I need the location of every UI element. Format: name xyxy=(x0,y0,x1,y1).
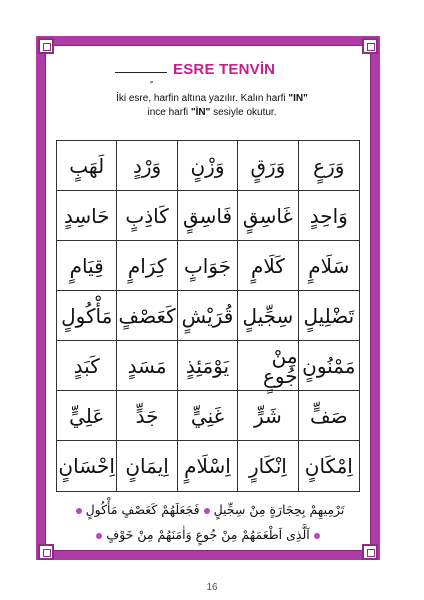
word-cell: عَلِيٍّ xyxy=(57,391,117,441)
word-cell: كَعَصْفٍ xyxy=(117,291,177,341)
instruction-line-1 xyxy=(72,92,352,106)
word-cell: تَضْلِيلٍ xyxy=(299,291,359,341)
word-cell: وَاحِدٍ xyxy=(299,191,359,241)
verse-line-1 xyxy=(56,502,360,517)
corner-ornament-bottom-left xyxy=(38,544,54,560)
instruction-text: İki esre, harfin altına yazılır. Kalın harfi xyxy=(116,93,289,104)
thick-sound-label: "IN" xyxy=(288,93,308,104)
word-cell: كَبَدٍ xyxy=(57,341,117,391)
instruction-text: sesiyle okutur. xyxy=(210,107,277,118)
word-cell: صَفٍّ xyxy=(299,391,359,441)
lesson-instructions xyxy=(72,92,352,120)
word-cell: سَلَامٍ xyxy=(299,241,359,291)
word-cell: شَرٍّ xyxy=(238,391,298,441)
corner-ornament-top-left xyxy=(38,38,54,54)
thin-sound-label: "İN" xyxy=(190,107,211,118)
lesson-title: ESRE TENVİN xyxy=(173,61,276,78)
word-cell: اِسْلَامٍ xyxy=(178,441,238,491)
word-cell: مَأْكُولٍ xyxy=(57,291,117,341)
word-cell: مَسَدٍ xyxy=(117,341,177,391)
word-cell: كَاذِبٍ xyxy=(117,191,177,241)
verse-end-icon xyxy=(96,533,102,539)
word-cell: جَدٍّ xyxy=(117,391,177,441)
verse-text: تَرْمِيهِمْ بِحِجَارَةٍ مِنْ سِجِّيلٍ xyxy=(213,502,345,517)
word-cell: كَلَامٍ xyxy=(238,241,298,291)
word-cell: يَوْمَئِذٍ xyxy=(178,341,238,391)
instruction-text: ince harfi xyxy=(147,107,191,118)
word-cell: وَزْنٍ xyxy=(178,141,238,191)
word-cell: وَرَقٍ xyxy=(238,141,298,191)
word-cell: جَوَابٍ xyxy=(178,241,238,291)
word-cell: وَرْدٍ xyxy=(117,141,177,191)
word-cell: غَنِيٍّ xyxy=(178,391,238,441)
word-cell: كِرَامٍ xyxy=(117,241,177,291)
lesson-header xyxy=(45,57,371,83)
word-grid xyxy=(56,140,360,492)
word-cell: اِنْكَارٍ xyxy=(238,441,298,491)
word-cell: لَهَبٍ xyxy=(57,141,117,191)
word-cell: حَاسِدٍ xyxy=(57,191,117,241)
word-cell: قِيَامٍ xyxy=(57,241,117,291)
verse-line-2 xyxy=(56,527,360,542)
page-number: 16 xyxy=(206,582,218,593)
word-cell: اِمْكَانٍ xyxy=(304,454,353,478)
word-cell: اِيمَانٍ xyxy=(117,441,177,491)
word-cell: غَاسِقٍ xyxy=(238,191,298,241)
instruction-line-2 xyxy=(72,106,352,120)
verse-separator-icon xyxy=(204,508,210,514)
verse-separator-icon xyxy=(314,533,320,539)
verse-end-icon xyxy=(76,508,82,514)
verse-section xyxy=(56,492,360,550)
word-cell: مَمْنُونٍ xyxy=(299,341,359,391)
verse-text: اَلَّذِى اَطْعَمَهُمْ مِنْ جُوعٍ وَاٰمَنَهُمْ مِنْ خَوْفٍ xyxy=(106,527,310,542)
tenvin-underline-icon xyxy=(115,72,167,73)
word-cell: قُرَيْشٍ xyxy=(178,291,238,341)
corner-ornament-bottom-right xyxy=(362,544,378,560)
word-cell: وَرَعٍ xyxy=(299,141,359,191)
word-cell: فَاسِقٍ xyxy=(178,191,238,241)
verse-text: فَجَعَلَهُمْ كَعَصْفٍ مَأْكُولٍ xyxy=(85,502,200,517)
word-cell: مِنْ جُوعٍ xyxy=(238,341,298,391)
corner-ornament-top-right xyxy=(362,38,378,54)
word-cell: اِحْسَانٍ xyxy=(57,441,117,491)
word-cell: سِجِّيلٍ xyxy=(238,291,298,341)
